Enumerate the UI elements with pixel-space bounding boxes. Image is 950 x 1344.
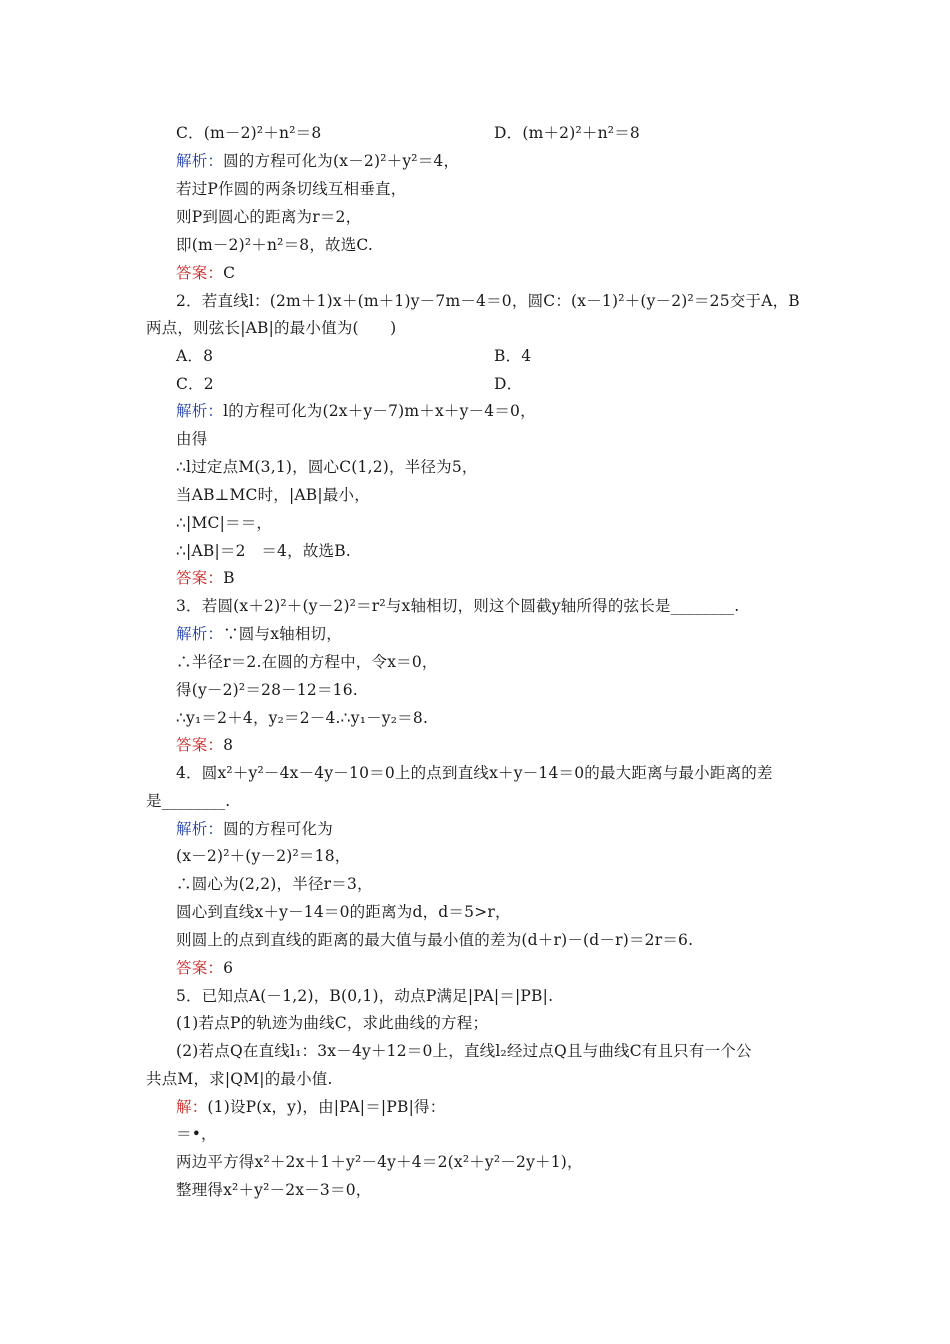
answer-line xyxy=(176,958,233,978)
text-span: C．2 xyxy=(176,375,214,393)
text-span: 3．若圆(x＋2)²＋(y－2)²＝r²与x轴相切，则这个圆截y轴所得的弦长是________. xyxy=(176,597,740,615)
text-line xyxy=(176,680,358,700)
text-line xyxy=(176,874,373,894)
analysis-line xyxy=(176,819,333,839)
text-line xyxy=(176,930,693,950)
text-span: (1)若点P的轨迹为曲线C，求此曲线的方程； xyxy=(176,1014,489,1032)
text-span: ∴圆心为(2,2)，半径r＝3， xyxy=(176,875,373,893)
option-d-line xyxy=(494,123,640,143)
option-d-text: D．(m＋2)²＋n²＝8 xyxy=(494,124,640,142)
text-span: ∵圆与x轴相切， xyxy=(223,625,342,643)
text-span: 是________. xyxy=(146,792,231,810)
question-5-part-2 xyxy=(176,1041,752,1061)
text-line xyxy=(176,1152,583,1172)
text-span: 4．圆x²＋y²－4x－4y－10＝0上的点到直线x＋y－14＝0的最大距离与最小距离的差 xyxy=(176,764,773,782)
question-5-part-1 xyxy=(176,1013,488,1033)
answer-line xyxy=(176,263,235,283)
text-span: A．8 xyxy=(176,347,214,365)
analysis-text: 圆的方程可化为(x－2)²＋y²＝4， xyxy=(223,152,460,170)
analysis-label: 解析： xyxy=(176,625,224,643)
text-span: 两点，则弦长|AB|的最小值为( ) xyxy=(146,319,397,337)
text-span: 若过P作圆的两条切线互相垂直， xyxy=(176,180,407,198)
text-line xyxy=(176,846,350,866)
solution-label: 解： xyxy=(176,1098,208,1116)
option-c-line xyxy=(176,374,214,394)
text-line xyxy=(176,1180,371,1200)
text-line xyxy=(176,652,438,672)
text-span: 由得 xyxy=(176,430,208,448)
text-span: 则圆上的点到直线的距离的最大值与最小值的差为(d＋r)－(d－r)＝2r＝6. xyxy=(176,931,694,949)
analysis-line xyxy=(176,151,459,171)
text-span: 圆心到直线x＋y－14＝0的距离为d，d＝5>r， xyxy=(176,903,511,921)
question-5-stem xyxy=(176,986,553,1006)
text-line xyxy=(176,207,361,227)
text-span: ＝•， xyxy=(176,1125,217,1143)
text-line xyxy=(176,429,207,449)
option-d-line xyxy=(494,374,522,394)
question-4-stem xyxy=(176,763,773,783)
solution-line xyxy=(176,1097,445,1117)
text-span: 2．若直线l：(2m＋1)x＋(m＋1)y－7m－4＝0，圆C：(x－1)²＋(y－2)²＝25交于A，B xyxy=(176,292,800,310)
text-span: (1)设P(x，y)，由|PA|＝|PB|得： xyxy=(207,1098,446,1116)
text-line xyxy=(176,485,370,505)
text-span: (x－2)²＋(y－2)²＝18， xyxy=(176,847,351,865)
text-span: 8 xyxy=(223,736,234,754)
analysis-label: 解析： xyxy=(176,152,224,170)
text-span: 共点M，求|QM|的最小值. xyxy=(146,1070,333,1088)
text-span: (2)若点Q在直线l₁：3x－4y＋12＝0上，直线l₂经过点Q且与曲线C有且只有一个公 xyxy=(176,1042,752,1060)
text-span: 6 xyxy=(223,959,234,977)
text-span: 整理得x²＋y²－2x－3＝0， xyxy=(176,1181,372,1199)
answer-label: 答案： xyxy=(176,264,224,282)
text-span: l的方程可化为(2x＋y－7)m＋x＋y－4＝0， xyxy=(223,402,536,420)
question-5-part-2-cont xyxy=(146,1069,333,1089)
text-span: 圆的方程可化为 xyxy=(223,820,334,838)
text-span: ∴|AB|＝2 ＝4，故选B. xyxy=(176,542,351,560)
text-line xyxy=(176,179,406,199)
text-span: 当AB⊥MC时，|AB|最小， xyxy=(176,486,370,504)
answer-text: C xyxy=(223,264,236,282)
text-line xyxy=(176,235,373,255)
text-span: ∴半径r＝2.在圆的方程中，令x＝0， xyxy=(176,653,438,671)
question-2-stem xyxy=(176,291,800,311)
text-span: ∴y₁＝2＋4，y₂＝2－4.∴y₁－y₂＝8. xyxy=(176,709,429,727)
question-2-stem-cont xyxy=(146,318,396,338)
text-line xyxy=(176,902,511,922)
text-line xyxy=(176,708,428,728)
text-span: D． xyxy=(494,375,523,393)
analysis-label: 解析： xyxy=(176,402,224,420)
text-span: B xyxy=(223,569,235,587)
option-c-text: C．(m－2)²＋n²＝8 xyxy=(176,124,322,142)
answer-line xyxy=(176,568,235,588)
analysis-line xyxy=(176,624,342,644)
answer-label: 答案： xyxy=(176,569,224,587)
text-line xyxy=(176,541,351,561)
text-span: B．4 xyxy=(494,347,532,365)
answer-label: 答案： xyxy=(176,959,224,977)
question-3-stem xyxy=(176,596,739,616)
text-span: 5．已知点A(－1,2)，B(0,1)，动点P满足|PA|＝|PB|. xyxy=(176,987,554,1005)
option-c-line xyxy=(176,123,321,143)
text-line xyxy=(176,513,272,533)
text-span: ∴l过定点M(3,1)，圆心C(1,2)，半径为5， xyxy=(176,458,478,476)
analysis-label: 解析： xyxy=(176,820,224,838)
text-span: 则P到圆心的距离为r＝2， xyxy=(176,208,362,226)
answer-label: 答案： xyxy=(176,736,224,754)
text-span: ∴|MC|＝＝， xyxy=(176,514,273,532)
text-span: 两边平方得x²＋2x＋1＋y²－4y＋4＝2(x²＋y²－2y＋1)， xyxy=(176,1153,583,1171)
text-span: 即(m－2)²＋n²＝8，故选C. xyxy=(176,236,374,254)
question-4-stem-cont xyxy=(146,791,230,811)
text-span: 得(y－2)²＝28－12＝16. xyxy=(176,681,358,699)
answer-line xyxy=(176,735,233,755)
text-line xyxy=(176,1124,217,1144)
option-b-line xyxy=(494,346,531,366)
text-line xyxy=(176,457,478,477)
option-a-line xyxy=(176,346,213,366)
analysis-line xyxy=(176,401,536,421)
